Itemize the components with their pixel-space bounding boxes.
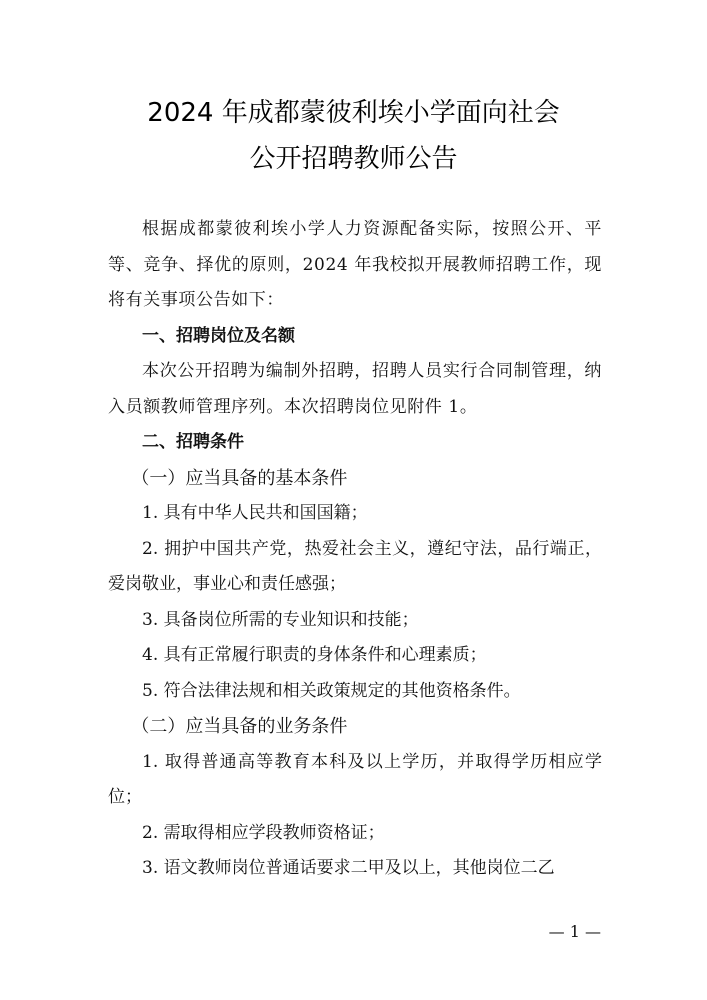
title-line-2: 公开招聘教师公告	[249, 144, 458, 174]
document-body	[108, 212, 602, 887]
title-line-1: 2024 年成都蒙彼利埃小学面向社会	[147, 98, 560, 128]
basic-condition-item: 4. 具有正常履行职责的身体条件和心理素质；	[142, 645, 487, 665]
basic-condition-item: 5. 符合法律法规和相关政策规定的其他资格条件。	[142, 680, 521, 701]
basic-condition-item: 2. 拥护中国共产党，热爱社会主义，遵纪守法，品行端正，爱岗敬业，事业心和责任感强；	[108, 538, 602, 594]
basic-condition-item: 1. 具有中华人民共和国国籍；	[142, 503, 368, 523]
business-condition-item: 2. 需取得相应学段教师资格证；	[142, 822, 385, 843]
section-1-text: 本次公开招聘为编制外招聘，招聘人员实行合同制管理，纳入员额教师管理序列。本次招聘岗位见附件 1。	[108, 361, 602, 417]
section-2-heading: 二、招聘条件	[142, 432, 244, 452]
page-number: — 1 —	[548, 922, 601, 941]
basic-condition-item: 3. 具备岗位所需的专业知识和技能；	[142, 609, 419, 630]
intro-paragraph: 根据成都蒙彼利埃小学人力资源配备实际，按照公开、平等、竞争、择优的原则，2024 年我校拟开展教师招聘工作，现将有关事项公告如下：	[108, 219, 602, 310]
business-condition-item: 1. 取得普通高等教育本科及以上学历，并取得学历相应学位；	[108, 751, 602, 807]
section-1-heading: 一、招聘岗位及名额	[142, 325, 295, 346]
subsection-1-heading: （一）应当具备的基本条件	[131, 467, 348, 489]
subsection-2-heading: （二）应当具备的业务条件	[131, 716, 348, 737]
business-condition-item: 3. 语文教师岗位普通话要求二甲及以上，其他岗位二乙	[142, 858, 555, 878]
